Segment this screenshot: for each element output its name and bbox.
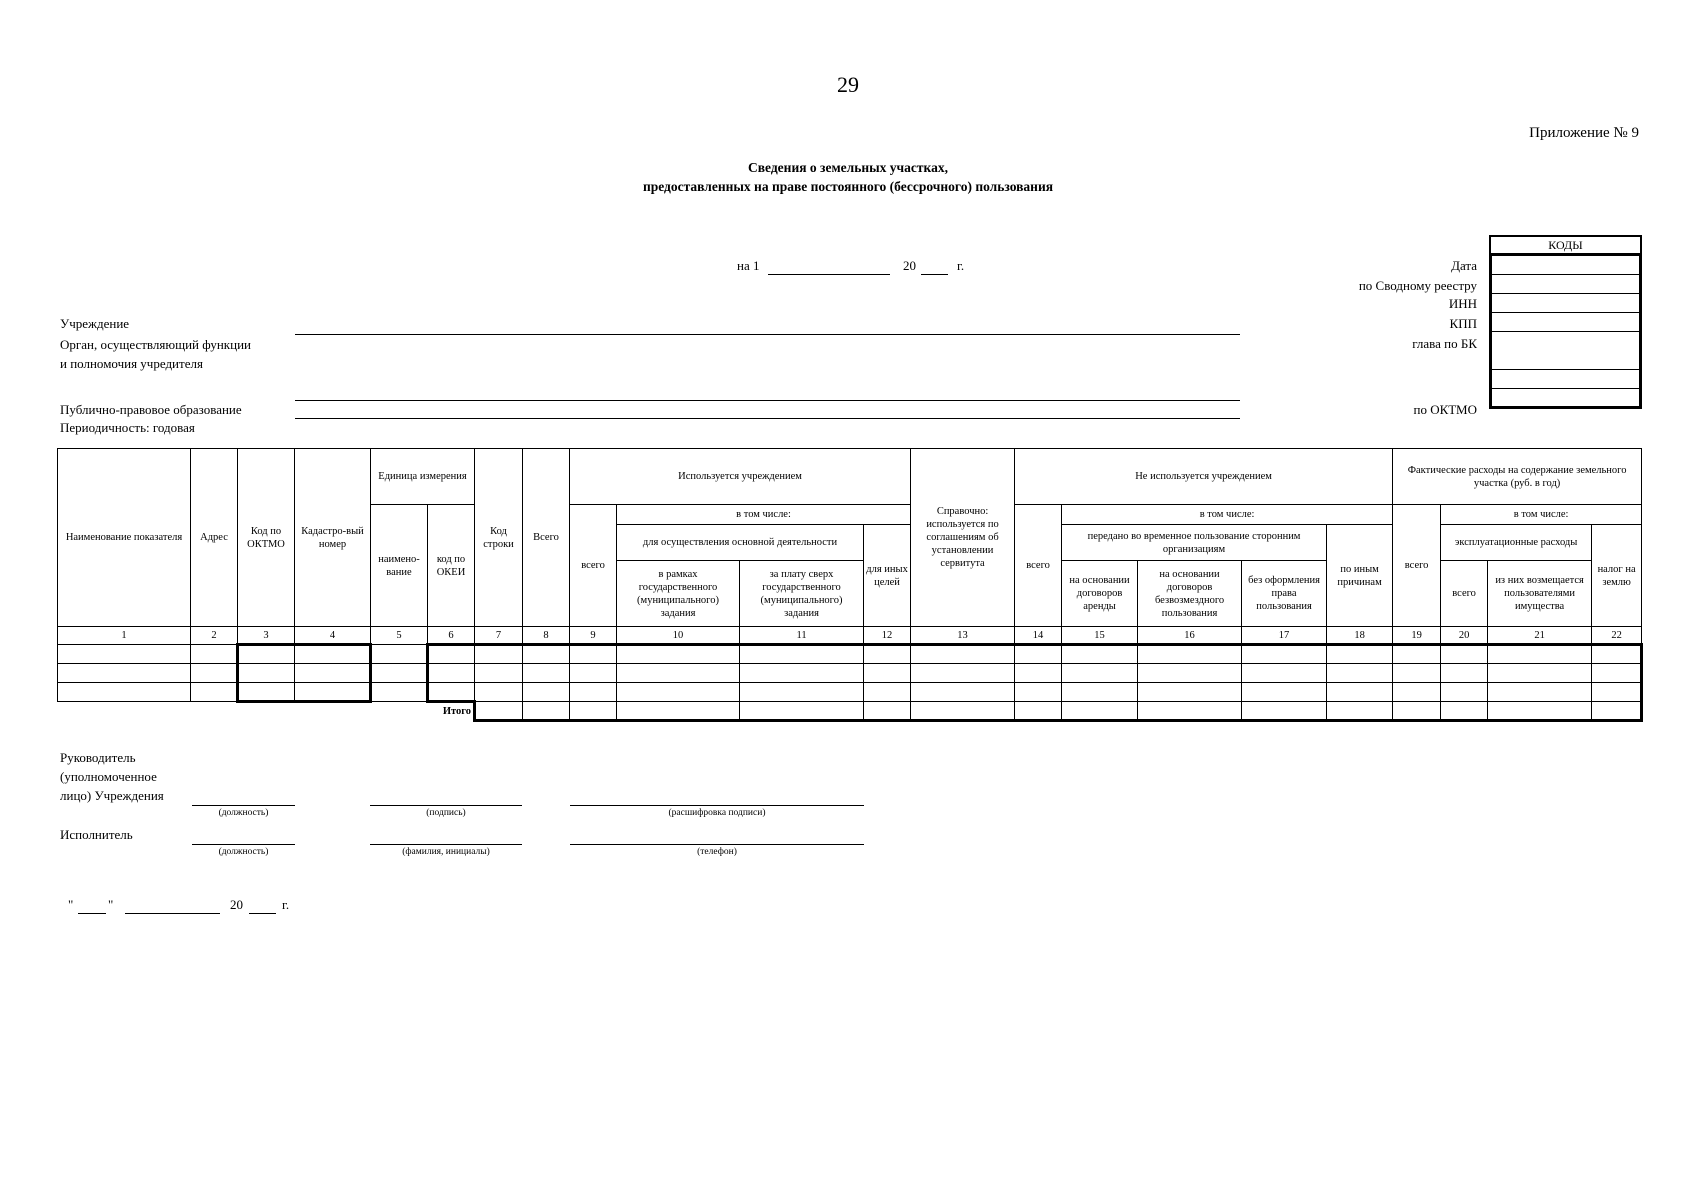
bottom-date-month-field[interactable]: [125, 913, 220, 914]
page-number: 29: [837, 72, 859, 97]
col-number: 10: [617, 627, 740, 645]
header-notused-other: по иным причинам: [1327, 525, 1393, 627]
code-registry-field[interactable]: [1492, 275, 1639, 294]
header-used-total: всего: [570, 505, 617, 627]
header-exp-incl: в том числе:: [1441, 505, 1642, 525]
table-cell[interactable]: [523, 683, 570, 702]
executor-position-field[interactable]: [192, 844, 295, 845]
executor-label: Исполнитель: [60, 827, 133, 842]
table-cell[interactable]: [1062, 645, 1138, 664]
codes-label-kpp: КПП: [1449, 316, 1477, 331]
col-number: 22: [1592, 627, 1642, 645]
executor-position-caption: (должность): [218, 847, 269, 857]
col-number: 6: [428, 627, 475, 645]
col-number: 2: [191, 627, 238, 645]
head-signature-decode-caption: (расшифровка подписи): [668, 808, 766, 818]
table-cell[interactable]: [1441, 683, 1488, 702]
total-cell[interactable]: [1592, 702, 1642, 721]
table-cell[interactable]: [428, 683, 475, 702]
header-notused-free: на основании договоров безвозмездного пользования: [1138, 561, 1242, 627]
executor-name-caption: (фамилия, инициалы): [402, 847, 490, 857]
public-entity-label: Публично-правовое образование: [60, 402, 242, 417]
table-cell[interactable]: [295, 664, 371, 683]
table-cell[interactable]: [1592, 664, 1642, 683]
bottom-date-year-suffix: г.: [282, 897, 290, 912]
header-exp-oper-total: всего: [1441, 561, 1488, 627]
bottom-date-quote-close: ": [108, 897, 114, 912]
appendix-label: Приложение № 9: [1529, 125, 1639, 141]
table-cell[interactable]: [1592, 683, 1642, 702]
header-line-code: Код строки: [475, 449, 523, 627]
head-signature-decode-field[interactable]: [570, 805, 864, 806]
total-cell[interactable]: [1441, 702, 1488, 721]
table-cell[interactable]: [523, 645, 570, 664]
col-number: 16: [1138, 627, 1242, 645]
table-cell[interactable]: [238, 683, 295, 702]
col-number: 7: [475, 627, 523, 645]
table-cell[interactable]: [1242, 645, 1327, 664]
col-number: 18: [1327, 627, 1393, 645]
table-cell[interactable]: [1015, 683, 1062, 702]
col-number: 14: [1015, 627, 1062, 645]
header-used-incl: в том числе:: [617, 505, 911, 525]
code-inn-field[interactable]: [1492, 294, 1639, 313]
table-cell[interactable]: [1015, 645, 1062, 664]
table-cell[interactable]: [911, 664, 1015, 683]
total-cell[interactable]: [1488, 702, 1592, 721]
table-cell[interactable]: [1488, 664, 1592, 683]
total-row: [58, 702, 1642, 721]
title-line-2: предоставленных на праве постоянного (бессрочного) пользования: [642, 179, 1054, 194]
table-cell[interactable]: [1592, 645, 1642, 664]
table-cell[interactable]: [1062, 683, 1138, 702]
table-cell[interactable]: [1062, 664, 1138, 683]
table-cell[interactable]: [617, 683, 740, 702]
header-not-used: Не используется учреждением: [1015, 449, 1393, 505]
col-number: 11: [740, 627, 864, 645]
total-cell[interactable]: [475, 702, 523, 721]
header-used-state: в рамках государственного (муниципального) задания: [617, 561, 740, 627]
date-day-month-field[interactable]: [768, 274, 890, 275]
table-cell[interactable]: [864, 683, 911, 702]
table-cell[interactable]: [740, 664, 864, 683]
table-row: [58, 645, 1642, 664]
head-position-field[interactable]: [192, 805, 295, 806]
header-notused-incl: в том числе:: [1062, 505, 1393, 525]
table-cell[interactable]: [570, 664, 617, 683]
head-label-line2: (уполномоченное: [60, 769, 157, 784]
table-cell[interactable]: [295, 683, 371, 702]
total-cell[interactable]: [617, 702, 740, 721]
table-cell[interactable]: [911, 645, 1015, 664]
public-entity-field[interactable]: [295, 418, 1240, 419]
table-cell[interactable]: [1393, 645, 1441, 664]
table-cell[interactable]: [1138, 683, 1242, 702]
table-cell[interactable]: [1242, 683, 1327, 702]
periodicity-label: Периодичность: годовая: [60, 420, 195, 435]
header-used-other: для иных целей: [864, 525, 911, 627]
table-cell[interactable]: [1441, 664, 1488, 683]
institution-field[interactable]: [295, 334, 1240, 335]
code-extra-field[interactable]: [1492, 370, 1639, 389]
table-cell[interactable]: [1327, 664, 1393, 683]
head-signature-caption: (подпись): [426, 808, 466, 818]
header-used: Используется учреждением: [570, 449, 911, 505]
land-plots-table: [57, 448, 1643, 722]
table-cell[interactable]: [371, 683, 428, 702]
code-date-field[interactable]: [1492, 256, 1639, 275]
organ-label-line2: и полномочия учредителя: [60, 356, 203, 371]
table-cell[interactable]: [475, 664, 523, 683]
date-year-prefix: 20: [903, 258, 916, 273]
table-cell[interactable]: [1138, 645, 1242, 664]
table-cell[interactable]: [740, 683, 864, 702]
header-oktmo: Код по ОКТМО: [238, 449, 295, 627]
codes-label-date: Дата: [1451, 258, 1477, 273]
total-cell[interactable]: [1015, 702, 1062, 721]
table-cell[interactable]: [1138, 664, 1242, 683]
head-position-caption: (должность): [218, 808, 269, 818]
col-number: 9: [570, 627, 617, 645]
table-cell[interactable]: [1441, 645, 1488, 664]
table-cell[interactable]: [864, 645, 911, 664]
codes-header: КОДЫ: [1489, 235, 1642, 253]
total-cell[interactable]: [1393, 702, 1441, 721]
table-cell[interactable]: [1327, 683, 1393, 702]
codes-box: [1489, 235, 1642, 409]
table-row: [58, 683, 1642, 702]
date-prefix: на 1: [737, 258, 760, 273]
bottom-date-year-prefix: 20: [230, 897, 243, 912]
col-number: 20: [1441, 627, 1488, 645]
head-signature-field[interactable]: [370, 805, 522, 806]
header-exp-oper: эксплуатационные расходы: [1441, 525, 1592, 561]
table-cell[interactable]: [191, 664, 238, 683]
table-cell[interactable]: [428, 664, 475, 683]
code-oktmo-field[interactable]: [1492, 389, 1639, 406]
total-cell[interactable]: [523, 702, 570, 721]
date-year-field[interactable]: [921, 274, 948, 275]
codes-body: [1489, 253, 1642, 409]
head-label-line3: лицо) Учреждения: [60, 788, 164, 803]
table-cell[interactable]: [1393, 683, 1441, 702]
table-cell[interactable]: [864, 664, 911, 683]
bottom-date-quote-open: ": [68, 897, 74, 912]
table-cell[interactable]: [58, 664, 191, 683]
code-kpp-field[interactable]: [1492, 313, 1639, 332]
executor-phone-field[interactable]: [570, 844, 864, 845]
table-cell[interactable]: [1488, 645, 1592, 664]
codes-label-bk: глава по БК: [1412, 336, 1477, 351]
header-notused-lease: на основании договоров аренды: [1062, 561, 1138, 627]
table-cell[interactable]: [371, 645, 428, 664]
table-cell[interactable]: [1327, 645, 1393, 664]
table-cell[interactable]: [295, 645, 371, 664]
table-cell[interactable]: [428, 645, 475, 664]
table-cell[interactable]: [475, 683, 523, 702]
header-name: Наименование показателя: [58, 449, 191, 627]
table-cell[interactable]: [523, 664, 570, 683]
codes-label-inn: ИНН: [1448, 296, 1477, 311]
header-cadastral: Кадастро-вый номер: [295, 449, 371, 627]
column-numbers-row: [58, 627, 1642, 645]
col-number: 19: [1393, 627, 1441, 645]
codes-label-registry: по Сводному реестру: [1358, 278, 1477, 293]
header-used-main: для осуществления основной деятельности: [617, 525, 864, 561]
col-number: 8: [523, 627, 570, 645]
header-exp-total: всего: [1393, 505, 1441, 627]
table-cell[interactable]: [617, 645, 740, 664]
total-cell[interactable]: [1242, 702, 1327, 721]
header-unit-name: наимено-вание: [371, 505, 428, 627]
col-number: 17: [1242, 627, 1327, 645]
table-cell[interactable]: [371, 664, 428, 683]
table-cell[interactable]: [1242, 664, 1327, 683]
header-total: Всего: [523, 449, 570, 627]
document-title: [0, 158, 1696, 196]
header-used-paid: за плату сверх государственного (муниципального) задания: [740, 561, 864, 627]
header-unit: Единица измерения: [371, 449, 475, 505]
table-cell[interactable]: [740, 645, 864, 664]
header-servitude: Справочно: используется по соглашениям об установлении сервитута: [911, 449, 1015, 627]
code-bk-field[interactable]: [1492, 332, 1639, 370]
bottom-date-day-field[interactable]: [78, 913, 106, 914]
table-cell[interactable]: [191, 645, 238, 664]
total-cell[interactable]: [570, 702, 617, 721]
table-cell[interactable]: [238, 664, 295, 683]
table-cell[interactable]: [475, 645, 523, 664]
total-cell[interactable]: [911, 702, 1015, 721]
table-cell[interactable]: [570, 683, 617, 702]
header-unit-code: код по ОКЕИ: [428, 505, 475, 627]
executor-name-field[interactable]: [370, 844, 522, 845]
total-cell[interactable]: [1327, 702, 1393, 721]
col-number: 5: [371, 627, 428, 645]
table-row: [58, 664, 1642, 683]
total-cell[interactable]: [864, 702, 911, 721]
organ-field[interactable]: [295, 400, 1240, 401]
total-cell[interactable]: [1062, 702, 1138, 721]
total-label: Итого: [428, 702, 475, 721]
header-notused-temp: передано во временное пользование сторонним организациям: [1062, 525, 1327, 561]
head-label-line1: Руководитель: [60, 750, 136, 765]
header-expenses: Фактические расходы на содержание земельного участка (руб. в год): [1393, 449, 1642, 505]
header-address: Адрес: [191, 449, 238, 627]
date-year-suffix: г.: [957, 258, 965, 273]
table-cell[interactable]: [58, 683, 191, 702]
executor-phone-caption: (телефон): [697, 847, 737, 857]
col-number: 13: [911, 627, 1015, 645]
header-notused-nodoc: без оформления права пользования: [1242, 561, 1327, 627]
table-cell[interactable]: [570, 645, 617, 664]
header-exp-oper-reimb: из них возмещается пользователями имущества: [1488, 561, 1592, 627]
col-number: 15: [1062, 627, 1138, 645]
col-number: 12: [864, 627, 911, 645]
table-cell[interactable]: [911, 683, 1015, 702]
title-line-1: Сведения о земельных участках,: [748, 160, 948, 175]
header-notused-total: всего: [1015, 505, 1062, 627]
table-cell[interactable]: [1488, 683, 1592, 702]
col-number: 21: [1488, 627, 1592, 645]
table-cell[interactable]: [1015, 664, 1062, 683]
organ-label-line1: Орган, осуществляющий функции: [60, 337, 251, 352]
col-number: 4: [295, 627, 371, 645]
table-cell[interactable]: [191, 683, 238, 702]
total-cell[interactable]: [1138, 702, 1242, 721]
header-exp-tax: налог на землю: [1592, 525, 1642, 627]
table-cell[interactable]: [617, 664, 740, 683]
table-cell[interactable]: [238, 645, 295, 664]
total-cell[interactable]: [740, 702, 864, 721]
codes-label-oktmo: по ОКТМО: [1413, 402, 1477, 417]
col-number: 3: [238, 627, 295, 645]
institution-label: Учреждение: [60, 316, 130, 331]
bottom-date-year-field[interactable]: [249, 913, 276, 914]
col-number: 1: [58, 627, 191, 645]
table-cell[interactable]: [1393, 664, 1441, 683]
table-cell[interactable]: [58, 645, 191, 664]
